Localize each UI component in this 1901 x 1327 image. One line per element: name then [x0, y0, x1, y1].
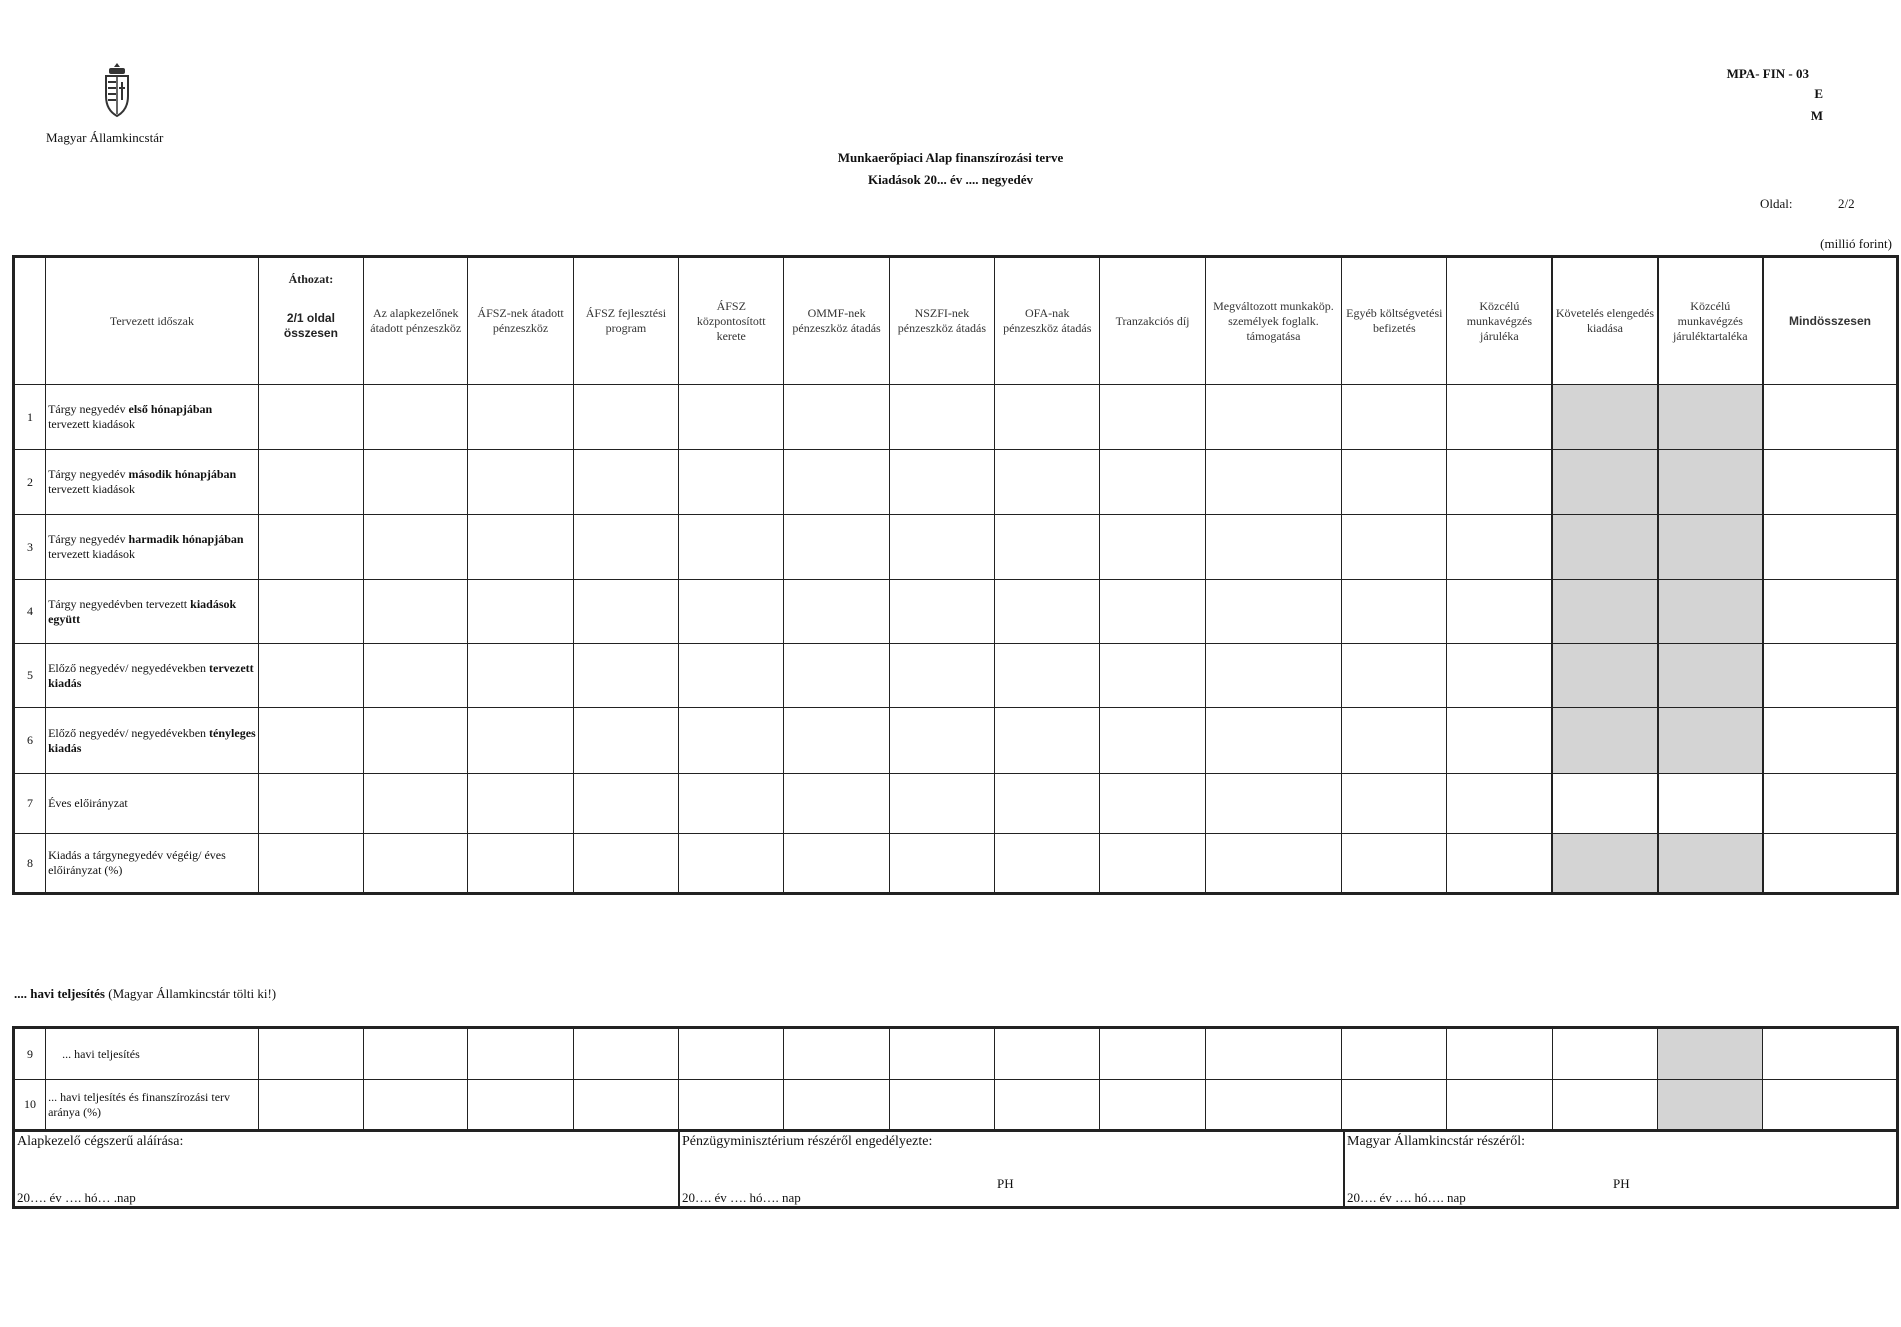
- form-code-line3: M: [1810, 108, 1823, 123]
- row-number: 4: [14, 580, 46, 644]
- header-col-13: Közcélú munkavégzés járuléktartaléka: [1658, 257, 1763, 385]
- input-cell[interactable]: [1658, 774, 1763, 834]
- input-cell[interactable]: [468, 644, 573, 708]
- header-col-6: NSZFI-nek pénzeszköz átadás: [889, 257, 994, 385]
- input-cell[interactable]: [1763, 1080, 1898, 1130]
- input-cell[interactable]: [1447, 1028, 1552, 1080]
- input-cell[interactable]: [468, 708, 573, 774]
- input-cell[interactable]: [995, 708, 1100, 774]
- input-cell[interactable]: [1447, 1080, 1552, 1130]
- row-label-suffix: tervezett kiadások: [48, 417, 136, 431]
- table-row: [14, 644, 1898, 708]
- input-cell[interactable]: [573, 515, 678, 580]
- input-cell[interactable]: [679, 708, 784, 774]
- input-cell[interactable]: [1658, 1080, 1763, 1130]
- input-cell[interactable]: [1552, 1028, 1657, 1080]
- input-cell[interactable]: [1342, 1080, 1447, 1130]
- input-cell[interactable]: [1763, 708, 1898, 774]
- row-label: ... havi teljesítés: [46, 1028, 259, 1080]
- monthly-row: [14, 1028, 1898, 1080]
- input-cell[interactable]: [1763, 1028, 1898, 1080]
- input-cell[interactable]: [258, 450, 363, 515]
- input-cell[interactable]: [1763, 515, 1898, 580]
- row-label-text: Előző negyedév/ negyedévekben: [48, 660, 210, 675]
- input-cell[interactable]: [1342, 515, 1447, 580]
- input-cell[interactable]: [1342, 774, 1447, 834]
- input-cell[interactable]: [468, 515, 573, 580]
- input-cell[interactable]: [1342, 580, 1447, 644]
- header-col-8: Tranzakciós díj: [1100, 257, 1205, 385]
- signature-b-stamp: PH: [997, 1176, 1014, 1191]
- input-cell[interactable]: [573, 385, 678, 450]
- row-label: [46, 708, 259, 774]
- input-cell[interactable]: [995, 1028, 1100, 1080]
- input-cell[interactable]: [679, 385, 784, 450]
- monthly-caption: [14, 986, 276, 1002]
- input-cell[interactable]: [1100, 580, 1205, 644]
- input-cell[interactable]: [1763, 644, 1898, 708]
- row-label-emphasis: tervezett kiadás: [48, 660, 254, 690]
- monthly-caption-note: (Magyar Államkincstár tölti ki!): [104, 986, 277, 1001]
- input-cell[interactable]: [784, 644, 889, 708]
- input-cell[interactable]: [889, 450, 994, 515]
- row-label-suffix: tervezett kiadások: [48, 482, 136, 496]
- input-cell[interactable]: [995, 644, 1100, 708]
- input-cell[interactable]: [1205, 385, 1341, 450]
- input-cell[interactable]: [889, 644, 994, 708]
- header-col-3: ÁFSZ fejlesztési program: [573, 257, 678, 385]
- input-cell[interactable]: [1447, 450, 1552, 515]
- input-cell[interactable]: [995, 385, 1100, 450]
- document-title: Munkaerőpiaci Alap finanszírozási terve: [837, 150, 1064, 165]
- input-cell[interactable]: [1205, 834, 1341, 894]
- input-cell[interactable]: [784, 515, 889, 580]
- table-row: [14, 515, 1898, 580]
- input-cell[interactable]: [573, 1028, 678, 1080]
- input-cell[interactable]: [889, 1080, 994, 1130]
- signature-ministry: [680, 1132, 1345, 1206]
- monthly-body: [14, 1028, 1898, 1130]
- input-cell[interactable]: [1342, 834, 1447, 894]
- input-cell[interactable]: [1658, 580, 1763, 644]
- input-cell[interactable]: [679, 580, 784, 644]
- input-cell[interactable]: [364, 834, 468, 894]
- input-cell[interactable]: [889, 834, 994, 894]
- input-cell[interactable]: [468, 450, 573, 515]
- input-cell[interactable]: [1447, 708, 1552, 774]
- row-label-text: Tárgy negyedévben tervezett: [48, 596, 191, 611]
- input-cell[interactable]: [784, 834, 889, 894]
- row-label: [46, 644, 259, 708]
- input-cell[interactable]: [1552, 774, 1657, 834]
- header-period: Tervezett időszak: [46, 257, 259, 385]
- signature-treasury: [1345, 1132, 1896, 1206]
- input-cell[interactable]: [784, 1028, 889, 1080]
- input-cell[interactable]: [1342, 385, 1447, 450]
- input-cell[interactable]: [364, 450, 468, 515]
- row-label-text: Éves előirányzat: [48, 796, 128, 810]
- input-cell[interactable]: [1447, 515, 1552, 580]
- input-cell[interactable]: [784, 450, 889, 515]
- coat-of-arms-icon: [100, 62, 134, 118]
- input-cell[interactable]: [364, 644, 468, 708]
- input-cell[interactable]: [573, 580, 678, 644]
- unit-label: (millió forint): [1820, 236, 1892, 251]
- input-cell[interactable]: [1205, 774, 1341, 834]
- input-cell[interactable]: [573, 1080, 678, 1130]
- header-carry: [258, 257, 363, 385]
- input-cell[interactable]: [1552, 450, 1657, 515]
- table-row: [14, 774, 1898, 834]
- input-cell[interactable]: [1658, 644, 1763, 708]
- signature-a-label: Alapkezelő cégszerű aláírása:: [17, 1134, 184, 1149]
- input-cell[interactable]: [573, 644, 678, 708]
- input-cell[interactable]: [1205, 515, 1341, 580]
- row-label-text: Tárgy negyedév: [48, 532, 129, 546]
- input-cell[interactable]: [1447, 834, 1552, 894]
- page-number: 2/2: [1838, 196, 1855, 211]
- row-number: 6: [14, 708, 46, 774]
- input-cell[interactable]: [1763, 834, 1898, 894]
- table-row: [14, 580, 1898, 644]
- input-cell[interactable]: [1100, 515, 1205, 580]
- document-subtitle: Kiadások 20... év .... negyedév: [867, 172, 1034, 187]
- table-row: [14, 834, 1898, 894]
- row-number: 8: [14, 834, 46, 894]
- input-cell[interactable]: [679, 644, 784, 708]
- input-cell[interactable]: [995, 774, 1100, 834]
- input-cell[interactable]: [258, 834, 363, 894]
- input-cell[interactable]: [1205, 580, 1341, 644]
- input-cell[interactable]: [784, 385, 889, 450]
- input-cell[interactable]: [364, 580, 468, 644]
- form-code: MPA- FIN - 03: [1726, 66, 1809, 81]
- input-cell[interactable]: [1763, 774, 1898, 834]
- input-cell[interactable]: [995, 580, 1100, 644]
- input-cell[interactable]: [258, 708, 363, 774]
- table-row: [14, 450, 1898, 515]
- monthly-row: [14, 1080, 1898, 1130]
- input-cell[interactable]: [364, 1028, 468, 1080]
- input-cell[interactable]: [1447, 385, 1552, 450]
- signature-b-label: Pénzügyminisztérium részéről engedélyezte:: [682, 1134, 933, 1149]
- row-label: [46, 774, 259, 834]
- input-cell[interactable]: [1205, 450, 1341, 515]
- header-carry-title: Áthozat:: [288, 271, 334, 286]
- input-cell[interactable]: [1658, 708, 1763, 774]
- input-cell[interactable]: [1100, 385, 1205, 450]
- input-cell[interactable]: [258, 1080, 363, 1130]
- row-label-emphasis: tényleges kiadás: [48, 725, 256, 755]
- header-carry-sub: 2/1 oldal összesen: [283, 310, 338, 340]
- input-cell[interactable]: [258, 385, 363, 450]
- signature-block: [12, 1129, 1899, 1209]
- input-cell[interactable]: [364, 708, 468, 774]
- input-cell[interactable]: [1658, 1028, 1763, 1080]
- input-cell[interactable]: [1205, 708, 1341, 774]
- input-cell[interactable]: [679, 450, 784, 515]
- row-number: 3: [14, 515, 46, 580]
- input-cell[interactable]: [889, 774, 994, 834]
- row-label: [46, 385, 259, 450]
- table-header-row: [14, 257, 1898, 385]
- header-col-10: Egyéb költségvetési befizetés: [1342, 257, 1447, 385]
- expense-plan-table: [12, 255, 1899, 895]
- input-cell[interactable]: [468, 1028, 573, 1080]
- input-cell[interactable]: [995, 450, 1100, 515]
- row-label-emphasis: harmadik hónapjában: [128, 532, 244, 546]
- table-row: [14, 708, 1898, 774]
- row-label-emphasis: második hónapjában: [128, 467, 237, 481]
- header-col-5: OMMF-nek pénzeszköz átadás: [784, 257, 889, 385]
- input-cell[interactable]: [1552, 834, 1657, 894]
- input-cell[interactable]: [1447, 644, 1552, 708]
- input-cell[interactable]: [468, 774, 573, 834]
- input-cell[interactable]: [784, 708, 889, 774]
- form-code-line2: E: [1814, 86, 1823, 101]
- input-cell[interactable]: [258, 774, 363, 834]
- input-cell[interactable]: [1552, 515, 1657, 580]
- input-cell[interactable]: [889, 708, 994, 774]
- input-cell[interactable]: [995, 1080, 1100, 1130]
- signature-b-date: 20…. év …. hó…. nap: [682, 1190, 801, 1205]
- input-cell[interactable]: [1100, 708, 1205, 774]
- signature-c-date: 20…. év …. hó…. nap: [1347, 1190, 1466, 1205]
- row-label-text: Tárgy negyedév: [48, 402, 129, 416]
- input-cell[interactable]: [1552, 644, 1657, 708]
- input-cell[interactable]: [1205, 1028, 1341, 1080]
- row-label: ... havi teljesítés és finanszírozási terv aránya (%): [46, 1080, 259, 1130]
- input-cell[interactable]: [679, 774, 784, 834]
- input-cell[interactable]: [1552, 580, 1657, 644]
- input-cell[interactable]: [1100, 1028, 1205, 1080]
- input-cell[interactable]: [1552, 708, 1657, 774]
- row-number: 2: [14, 450, 46, 515]
- input-cell[interactable]: [1342, 708, 1447, 774]
- input-cell[interactable]: [1100, 834, 1205, 894]
- header-col-9: Megváltozott munkaköp. személyek foglalk. támogatása: [1205, 257, 1341, 385]
- input-cell[interactable]: [364, 774, 468, 834]
- row-label: [46, 515, 259, 580]
- input-cell[interactable]: [889, 580, 994, 644]
- table-body: [14, 385, 1898, 894]
- input-cell[interactable]: [784, 1080, 889, 1130]
- input-cell[interactable]: [1342, 1028, 1447, 1080]
- header-col-12: Követelés elengedés kiadása: [1552, 257, 1657, 385]
- row-label: [46, 834, 259, 894]
- input-cell[interactable]: [1342, 450, 1447, 515]
- input-cell[interactable]: [679, 834, 784, 894]
- input-cell[interactable]: [1763, 450, 1898, 515]
- input-cell[interactable]: [679, 515, 784, 580]
- row-number: 9: [14, 1028, 46, 1080]
- signature-fund-manager: [15, 1132, 680, 1206]
- input-cell[interactable]: [1100, 644, 1205, 708]
- header-num-cell: [14, 257, 46, 385]
- input-cell[interactable]: [995, 515, 1100, 580]
- monthly-performance-table: [12, 1026, 1899, 1130]
- input-cell[interactable]: [889, 385, 994, 450]
- row-number: 1: [14, 385, 46, 450]
- input-cell[interactable]: [1552, 1080, 1657, 1130]
- header-col-4: ÁFSZ központosított kerete: [679, 257, 784, 385]
- input-cell[interactable]: [995, 834, 1100, 894]
- input-cell[interactable]: [468, 385, 573, 450]
- row-label-emphasis: kiadások együtt: [48, 596, 237, 626]
- input-cell[interactable]: [1447, 774, 1552, 834]
- row-number: 5: [14, 644, 46, 708]
- institution-name: Magyar Államkincstár: [46, 130, 164, 145]
- input-cell[interactable]: [1205, 644, 1341, 708]
- input-cell[interactable]: [364, 1080, 468, 1130]
- input-cell[interactable]: [1447, 580, 1552, 644]
- input-cell[interactable]: [1100, 450, 1205, 515]
- input-cell[interactable]: [573, 834, 678, 894]
- table-row: [14, 385, 1898, 450]
- input-cell[interactable]: [679, 1080, 784, 1130]
- row-label-text: Előző negyedév/ negyedévekben: [48, 725, 210, 740]
- input-cell[interactable]: [1100, 774, 1205, 834]
- input-cell[interactable]: [258, 580, 363, 644]
- input-cell[interactable]: [573, 774, 678, 834]
- input-cell[interactable]: [258, 515, 363, 580]
- header-total: Mindösszesen: [1763, 257, 1898, 385]
- input-cell[interactable]: [364, 515, 468, 580]
- input-cell[interactable]: [784, 774, 889, 834]
- input-cell[interactable]: [258, 1028, 363, 1080]
- input-cell[interactable]: [573, 450, 678, 515]
- signature-c-label: Magyar Államkincstár részéről:: [1347, 1134, 1526, 1149]
- input-cell[interactable]: [1100, 1080, 1205, 1130]
- header-col-2: ÁFSZ-nek átadott pénzeszköz: [468, 257, 573, 385]
- input-cell[interactable]: [1205, 1080, 1341, 1130]
- header-col-1: Az alapkezelőnek átadott pénzeszköz: [364, 257, 468, 385]
- input-cell[interactable]: [1658, 834, 1763, 894]
- row-number: 7: [14, 774, 46, 834]
- row-label-suffix: tervezett kiadások: [48, 547, 136, 561]
- page-label: Oldal:: [1760, 196, 1793, 211]
- row-label-emphasis: első hónapjában: [128, 402, 213, 416]
- row-label-text: Kiadás a tárgynegyedév végéig/ éves előirányzat (%): [48, 848, 226, 877]
- input-cell[interactable]: [468, 834, 573, 894]
- input-cell[interactable]: [573, 708, 678, 774]
- input-cell[interactable]: [1552, 385, 1657, 450]
- row-label: [46, 580, 259, 644]
- row-label: [46, 450, 259, 515]
- header-col-7: OFA-nak pénzeszköz átadás: [995, 257, 1100, 385]
- input-cell[interactable]: [1763, 580, 1898, 644]
- input-cell[interactable]: [679, 1028, 784, 1080]
- signature-c-stamp: PH: [1613, 1176, 1630, 1191]
- signature-a-date: 20…. év …. hó… .nap: [17, 1190, 136, 1205]
- input-cell[interactable]: [1658, 385, 1763, 450]
- input-cell[interactable]: [468, 1080, 573, 1130]
- input-cell[interactable]: [784, 580, 889, 644]
- monthly-caption-bold: .... havi teljesítés: [14, 986, 105, 1001]
- input-cell[interactable]: [889, 515, 994, 580]
- input-cell[interactable]: [1763, 385, 1898, 450]
- header-col-11: Közcélú munkavégzés járuléka: [1447, 257, 1552, 385]
- input-cell[interactable]: [889, 1028, 994, 1080]
- input-cell[interactable]: [258, 644, 363, 708]
- input-cell[interactable]: [468, 580, 573, 644]
- row-number: 10: [14, 1080, 46, 1130]
- input-cell[interactable]: [1658, 515, 1763, 580]
- input-cell[interactable]: [364, 385, 468, 450]
- input-cell[interactable]: [1658, 450, 1763, 515]
- row-label-text: Tárgy negyedév: [48, 467, 129, 481]
- input-cell[interactable]: [1342, 644, 1447, 708]
